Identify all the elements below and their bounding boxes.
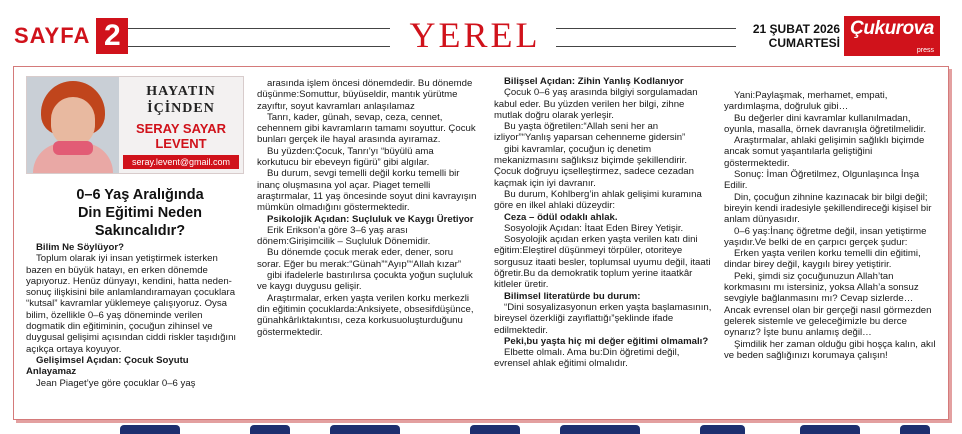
paragraph: Bu yaşta öğretilen:“Allah seni her an izliyor”“Yanlış yaparsan cehenneme gidersin” [494,121,686,144]
paragraph: gibi kavramlar, çocuğun iç denetim mekanizmasını sağlıksız biçimde şekillendirir. Çocuk doğruyu içselleştirmez, sadece cezadan kaçmak için iyi davranır. [494,143,694,189]
column-title [123,83,239,117]
paragraph: Erik Erikson’a göre 3–6 yaş arası dönem:Girişimcilik – Suçluluk Dönemidir. [257,224,431,248]
author-photo [27,77,119,173]
photo-face [51,97,95,147]
subheading: Gelişimsel Açıdan: Çocuk Soyutu Anlayamaz [26,354,189,378]
strip-glyph [470,425,520,434]
author-name [123,121,239,151]
paragraph: gibi ifadelerle bastırılırsa çocukta yoğun suçluluk ve kaygı duygusu gelişir. [257,270,473,293]
paragraph: Toplum olarak iyi insan yetiştirmek isterken bazen en büyük hatayı, en erken dönemde yapıyoruz. Henüz dünyayı, kendini, hatta neden-sonuç ilişkisini bile anlamlandıramayan çocuklara “kutsal” kavramlar yüklemeye çalışıyoruz. Oysa bilim, özellikle 0–6 yaş döneminde verilen dogmatik din eğitiminin, çocuğun zihinsel ve duygusal gelişimi açısından ciddi riskler taşıdığını açıkça ortaya koyuyor. [26,253,237,355]
paragraph: Şimdilik her zaman olduğu gibi hoşça kalın, akıl ve beden sağlığınızı korumaya çalışın! [724,338,936,361]
page-header [0,0,962,62]
strip-glyph [700,425,745,434]
strip-glyph [560,425,640,434]
author-name-line: SERAY SAYAR [135,121,227,136]
photo-scarf [53,141,93,155]
page-label: SAYFA [14,23,91,48]
logo-text: Çukurova [850,18,934,39]
paragraph: Çocuk 0–6 yaş arasında bilgiyi sorgulamadan kabul eder. Bu yüzden verilen her bilgi, zihne mutlak doğru olarak yerleşir. [494,87,698,121]
logo-subtext: press [916,47,934,54]
paragraph: arasında işlem öncesi dönemdedir. Bu dönemde düşünme:Somuttur, büyüseldir, mantık yürütme zayıftır, soyut kavramları anlaşılamaz [257,78,473,112]
paragraph: Peki, şimdi siz çocuğunuzun Allah’tan korkmasını mı istersiniz, yoksa Allah’a sonsuz sevgiyle bağlanmasını mı? Cevap sizlerde… Ancak evrensel olan bir gerçeği nasıl görmezden gelerek sistemle ve geleceğimizle bu derce oynarız? İşte bunu anlamış değil… [724,270,932,339]
paragraph: Elbette olmalı. Ama bu:Din öğretimi değil, evrensel ahlak eğitimi olmalıdır. [494,347,680,370]
strip-glyph [250,425,290,434]
paragraph: Yani:Paylaşmak, merhamet, empati, yardımlaşma, doğruluk gibi… [724,90,888,113]
newspaper-logo [844,16,940,56]
weekday-line: CUMARTESİ [768,36,840,50]
paragraph: Jean Piaget’ye göre çocuklar 0–6 yaş [36,377,196,389]
paragraph: Tanrı, kader, günah, sevap, ceza, cennet, cehennem gibi kavramların tamamı soyuttur. Çocuk bunları gerçek ile hayal arasında ayıramaz. [257,111,476,146]
paragraph: “Dini sosyalizasyonun erken yaşta başlamasının, bireysel özerkliği zayıflattığı”şeklinde ifade edilmektedir. [494,301,712,336]
header-rule [556,46,736,47]
column-title-line: İÇİNDEN [147,101,215,116]
page-number: 2 [96,18,128,54]
text-column-3 [494,76,712,370]
subheading: Psikolojik Açıdan: Suçluluk ve Kaygı Üretiyor [267,213,474,225]
paragraph: Din, çocuğun zihnine kazınacak bir bilgi değil; bireyin kendi iradesiyle şekillendireceği kişisel bir anlam dünyasıdır. [724,191,932,226]
column-header-box [26,76,244,174]
subheading: Ceza – ödül odaklı ahlak. [504,211,618,223]
issue-date [742,22,840,50]
date-line: 21 ŞUBAT 2026 [752,22,840,36]
paragraph: Bu durum, Kohlberg’in ahlak gelişimi kuramına göre en ilkel ahlaki düzeydir: [494,188,702,212]
subheading: Bilimsel literatürde bu durum: [504,290,641,302]
section-title: YEREL [409,15,541,55]
header-rule [128,46,390,47]
paragraph: Erken yaşta verilen korku temelli din eğitimi, dindar birey değil, kaygılı birey yetiştirir. [724,248,921,271]
paragraph: 0–6 yaş:İnanç öğretme değil, insan yetiştirme yaşıdır.Ve belki de en çarpıcı gerçek şudur: [724,225,927,248]
paragraph: Sosyolojik Açıdan: İtaat Eden Birey Yetişir. [504,222,684,234]
column-title-line: HAYATIN [146,84,216,99]
next-page-strip [0,422,962,434]
author-name-line: LEVENT [155,136,207,151]
strip-glyph [800,425,860,434]
paragraph: Bu dönemde çocuk merak eder, dener, soru sorar. Eğer bu merak:“Günah”“Ayıp”“Allah kızar” [257,247,462,270]
paragraph: Bu durum, sevgi temelli değil korku temelli bir inanç oluşmasına yol açar. Piaget temelli araştırmalar, 11 yaş öncesinde soyut dini kavrayışın mümkün olmadığını göstermektedir. [257,168,477,214]
paragraph: Araştırmalar, erken yaşta verilen korku merkezli din eğitimin çocuklarda:Anksiyete, obsesifdüşünce, günahkârlıktakıntısı, ceza korkusuoluşturduğunu göstermektedir. [257,292,474,338]
strip-glyph [330,425,400,434]
paragraph: Sonuç: İman Öğretilmez, Olgunlaşınca İnşa Edilir. [724,169,920,192]
strip-glyph [120,425,180,434]
text-column-4 [724,90,938,361]
header-rule [128,28,390,29]
article-headline [40,186,240,240]
headline-line: 0–6 Yaş Aralığında [76,187,204,203]
paragraph: Bu yüzden:Çocuk, Tanrı’yı “büyülü ama korkutucu bir ebeveyn figürü” gibi algılar. [257,145,434,169]
subheading: Bilişsel Açıdan: Zihin Yanlış Kodlanıyor [504,76,684,87]
author-email: seray.levent@gmail.com [123,155,239,169]
subheading: Peki,bu yaşta hiç mi değer eğitimi olmamalı? [504,335,709,347]
paragraph: Araştırmalar, ahlaki gelişimin sağlıklı biçimde ancak somut yaşantılarla geliştiğini göstermektedir. [724,135,925,169]
paragraph: Sosyolojik açıdan erken yaşta verilen katı dini eğitim:Eleştirel düşünmeyi törpüler, otoriteye sorgusuz itaati besler, toplumsal uyumu değil, itaati öğretir.Bu da demokratik toplum yerine itaatkâr kitleler üretir. [494,234,711,291]
headline-line: Din Eğitimi Neden Sakıncalıdır? [77,205,203,239]
header-rule [556,28,736,29]
strip-glyph [900,425,930,434]
paragraph: Bu değerler dini kavramlar kullanılmadan, oyunla, masalla, örnek davranışla öğretilmelidir. [724,112,927,135]
text-column-1 [26,242,240,389]
subheading: Bilim Ne Söylüyor? [36,242,124,253]
page-number-block [14,18,128,54]
text-column-2 [257,78,477,338]
